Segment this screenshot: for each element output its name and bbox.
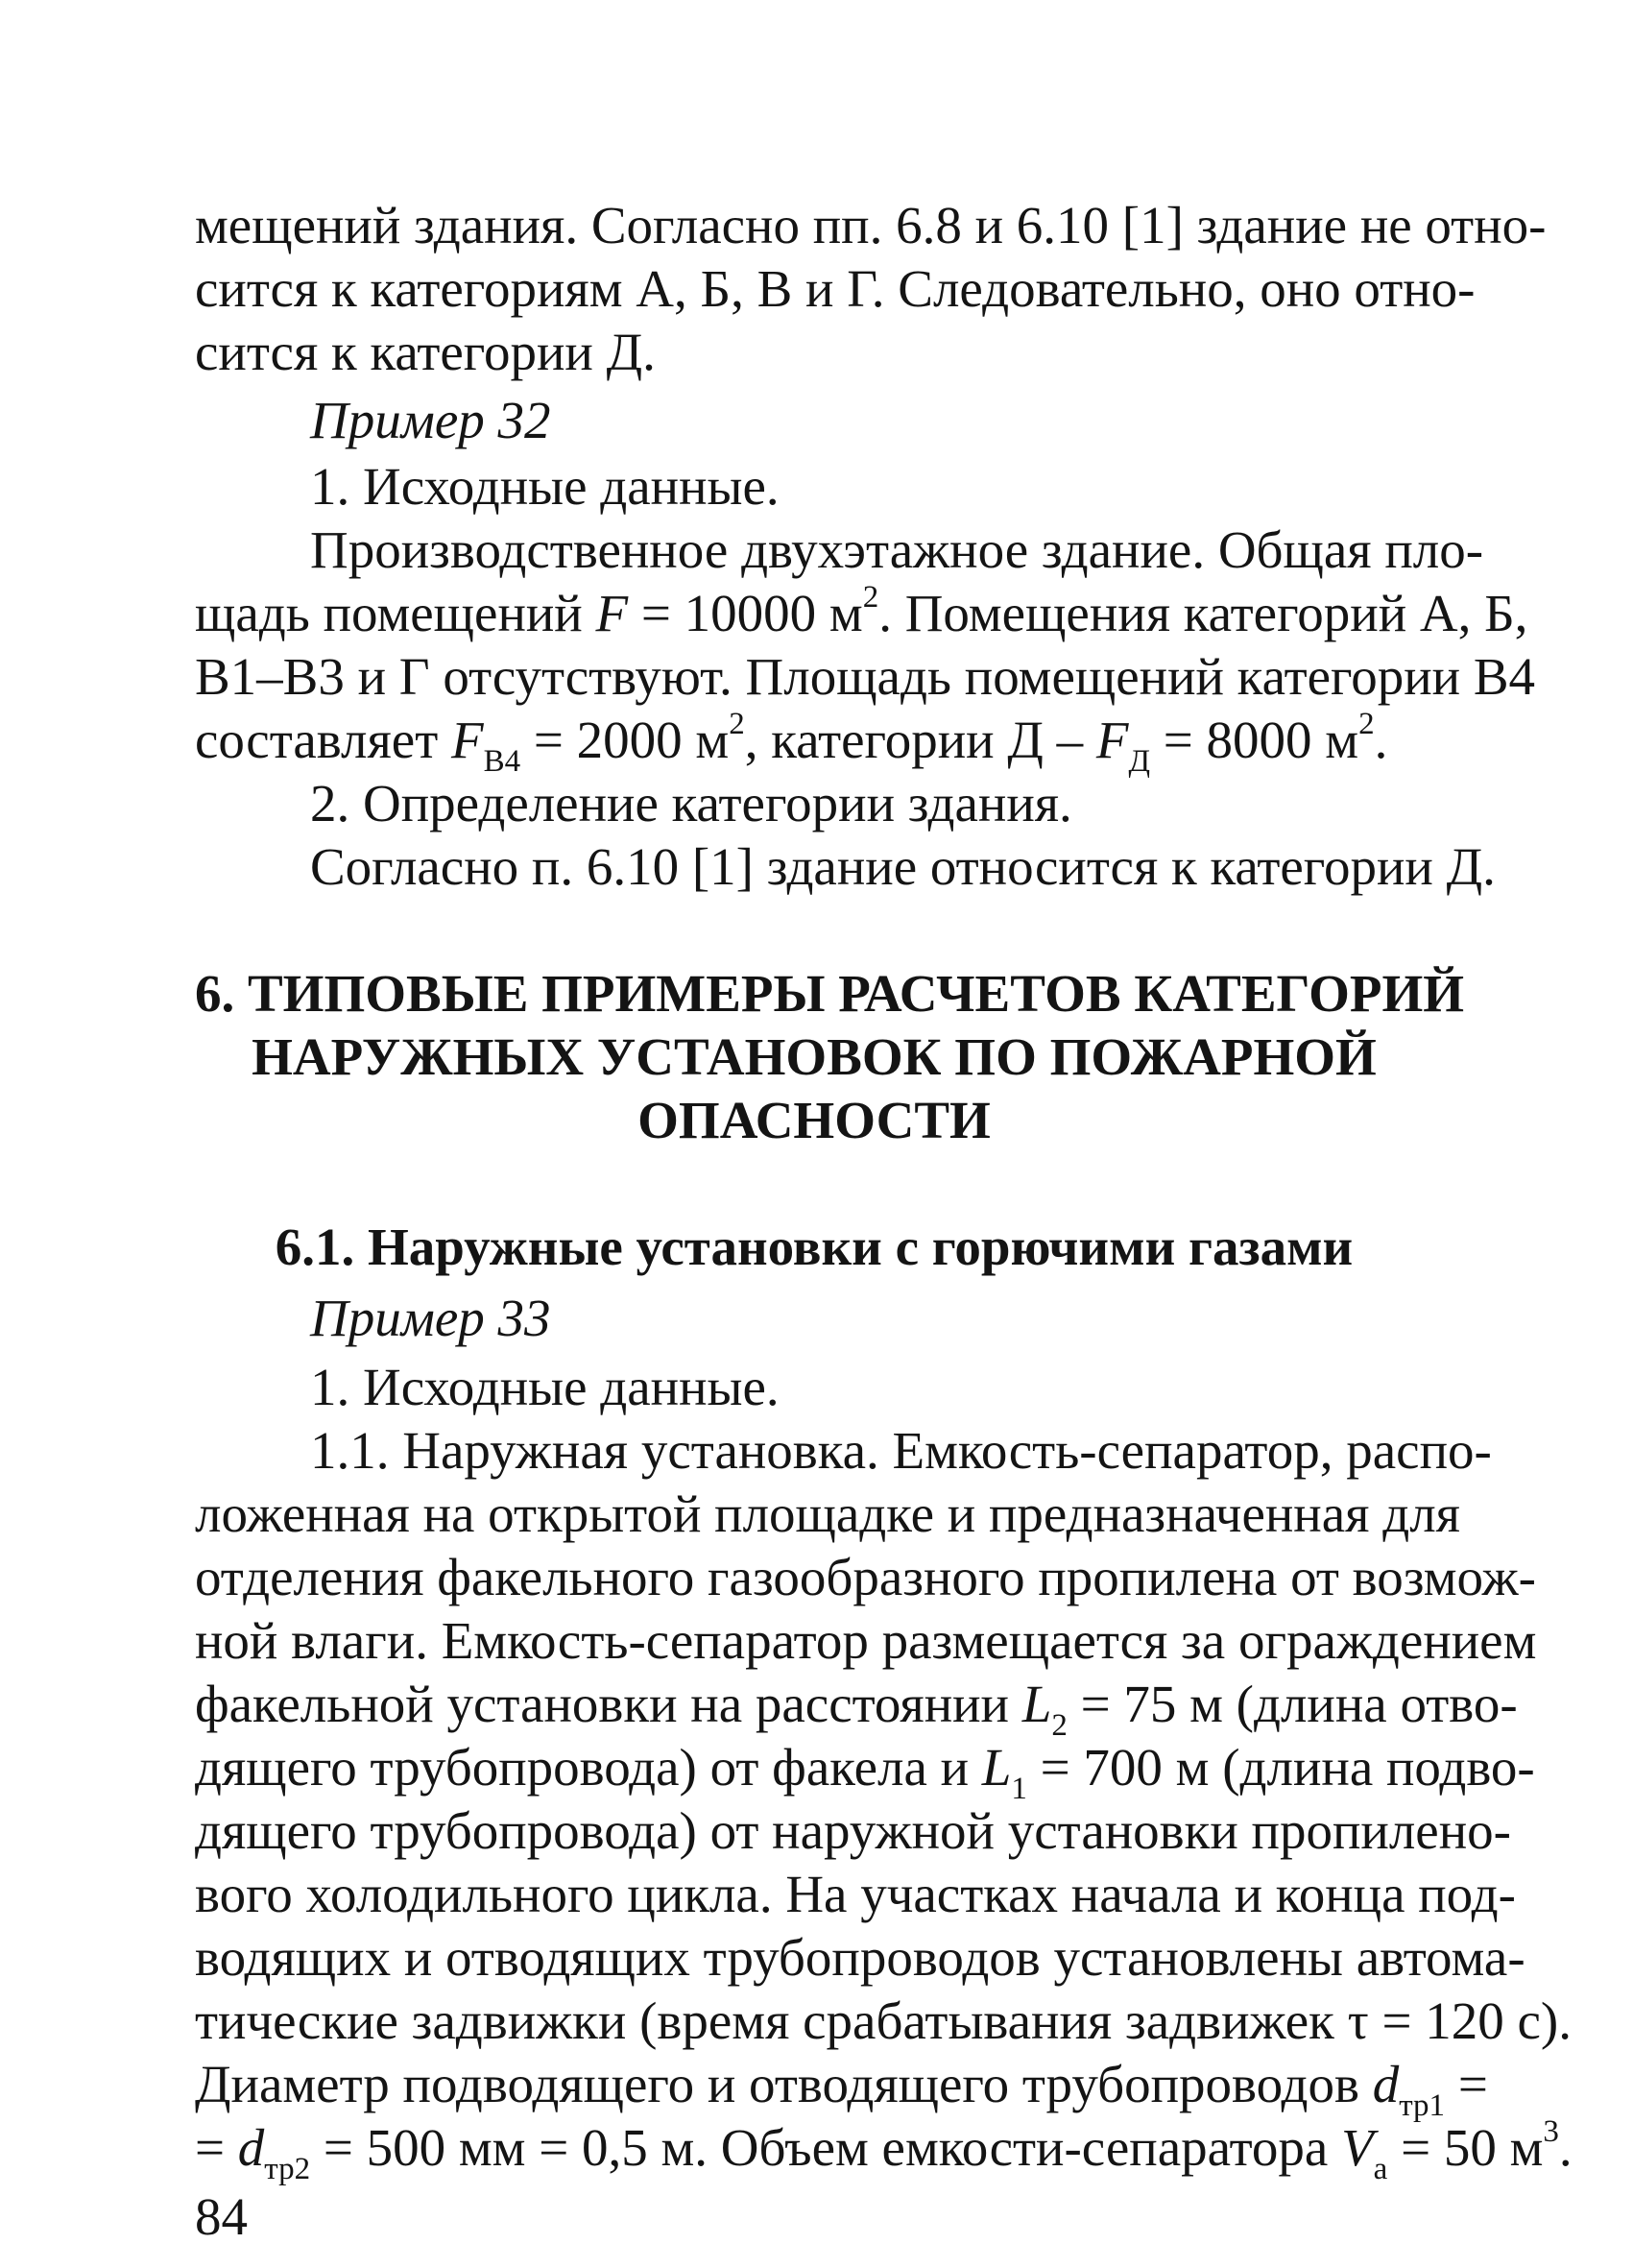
text-line: 1.1. Наружная установка. Емкость-сепаратор, распо- — [310, 1421, 1492, 1480]
text-line-with-formula: = $d_{тр2} = 500$ мм = 0,5 м. Объем емкости-сепаратора $V_а = 50$ $м^3$. — [195, 2113, 1573, 2186]
text-line: дящего трубопровода) от наружной установки пропилено- — [195, 1801, 1511, 1860]
page-number: 84 — [195, 2187, 248, 2246]
text-line: 1. Исходные данные. — [310, 1358, 780, 1416]
text-line-with-formula: факельной установки на расстоянии $L_2 = 75$ м (длина отво- — [195, 1675, 1518, 1743]
text-line-with-formula: дящего трубопровода) от факела и $L_1 = 700$ м (длина подво- — [195, 1738, 1535, 1806]
text-line-with-formula: щадь помещений F = 10000 $м^2$. Помещения категорий А, Б, — [195, 579, 1528, 642]
text-line: Согласно п. 6.10 [1] здание относится к категории Д. — [310, 837, 1496, 896]
section-heading: ОПАСНОСТИ — [637, 1091, 991, 1149]
text-line: 2. Определение категории здания. — [310, 774, 1072, 832]
text-line: вого холодильного цикла. На участках начала и конца под- — [195, 1865, 1516, 1923]
text-line: отделения факельного газообразного пропилена от возмож- — [195, 1548, 1536, 1606]
text-line: сится к категориям А, Б, В и Г. Следовательно, оно отно- — [195, 259, 1476, 318]
text-line-with-formula: составляет $F_{В4} = 2000$ $м^2$, категории $Д - F_Д = 8000$ $м^2$. — [195, 706, 1388, 779]
text-line: тические задвижки (время срабатывания задвижек τ = 120 с). — [195, 1991, 1573, 2050]
text-line-with-formula: Диаметр подводящего и отводящего трубопроводов $d_{тр1}$ = — [195, 2055, 1488, 2123]
example-title: Пример 33 — [310, 1289, 551, 1347]
text-line: сится к категории Д. — [195, 323, 656, 381]
example-title: Пример 32 — [310, 391, 551, 449]
subsection-heading: 6.1. Наружные установки с горючими газами — [275, 1218, 1354, 1276]
section-heading: 6. ТИПОВЫЕ ПРИМЕРЫ РАСЧЕТОВ КАТЕГОРИЙ — [195, 964, 1465, 1023]
text-line: ложенная на открытой площадке и предназначенная для — [195, 1484, 1460, 1543]
text-line: водящих и отводящих трубопроводов установлены автома- — [195, 1928, 1525, 1987]
text-line: мещений здания. Согласно пп. 6.8 и 6.10 [1] здание не отно- — [195, 196, 1547, 254]
text-line: ной влаги. Емкость-сепаратор размещается за ограждением — [195, 1611, 1537, 1670]
section-heading: НАРУЖНЫХ УСТАНОВОК ПО ПОЖАРНОЙ — [252, 1027, 1377, 1086]
text-line: 1. Исходные данные. — [310, 457, 780, 516]
text-line: Производственное двухэтажное здание. Общая пло- — [310, 520, 1484, 579]
text-line: В1–В3 и Г отсутствуют. Площадь помещений категории В4 — [195, 647, 1536, 706]
